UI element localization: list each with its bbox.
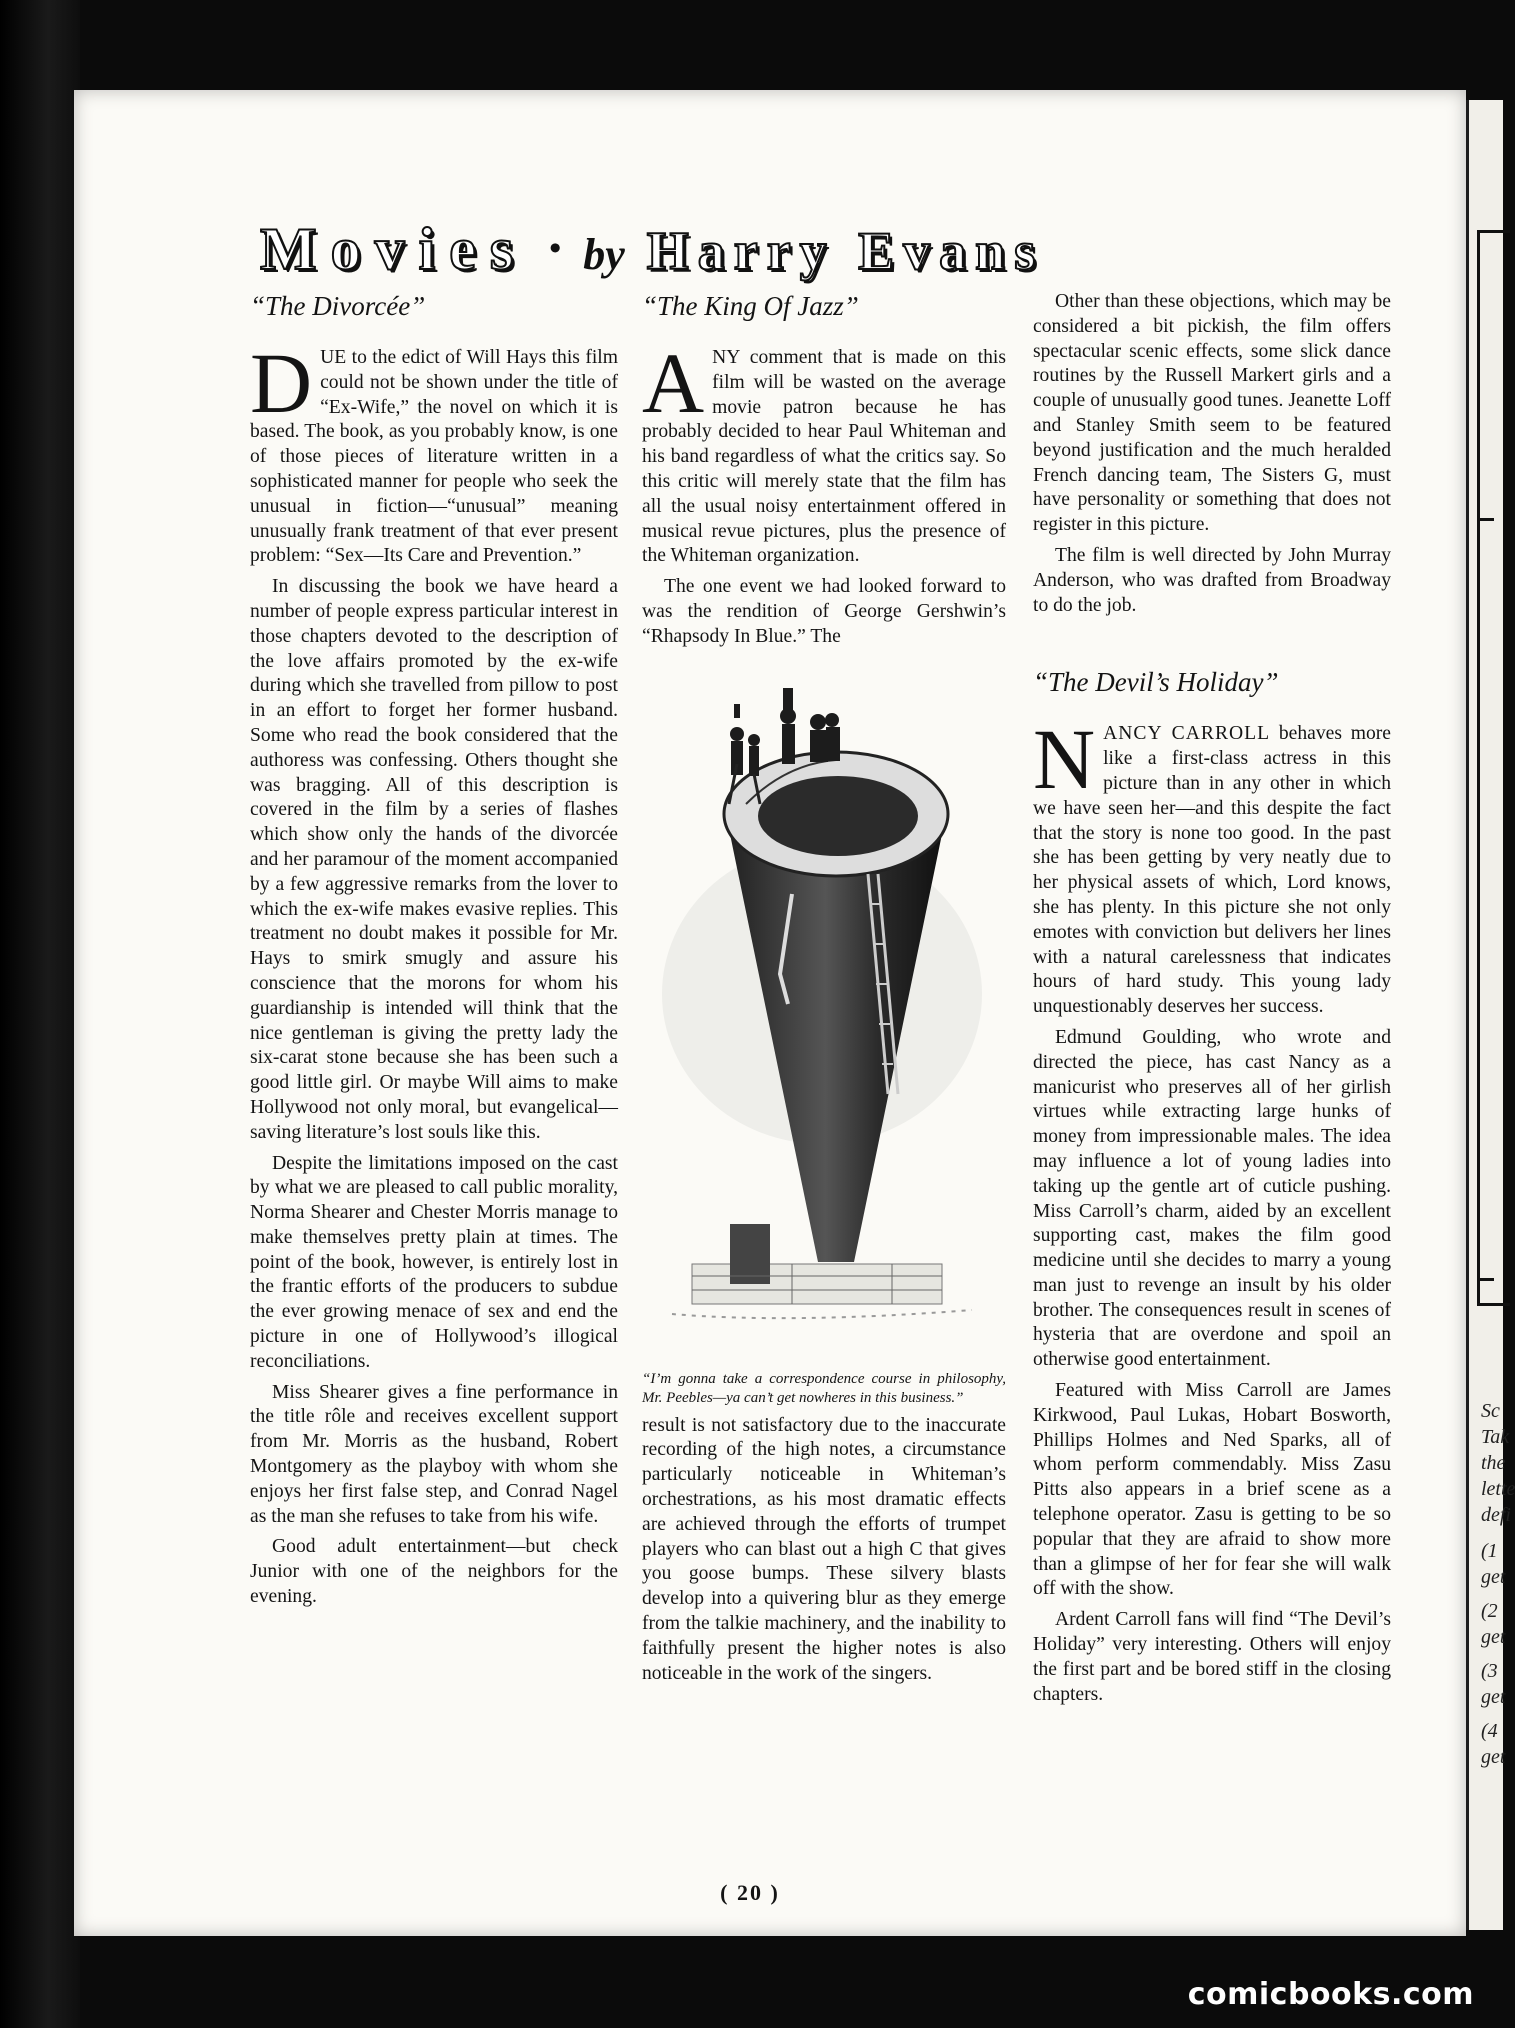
next-page-frame [1477, 230, 1510, 1306]
lead-small-caps: ANCY CARROLL [1103, 723, 1271, 745]
paragraph [642, 335, 1006, 569]
next-page-fragment: Tak [1481, 1426, 1510, 1448]
page-number: ( 20 ) [720, 1880, 780, 1905]
drop-cap: D [250, 335, 313, 431]
paragraph: The one event we had looked forward to was the rendition of George Gershwin’s “Rhapsody In Blue.” The [642, 576, 1006, 647]
drop-cap: N [1033, 711, 1096, 808]
drop-cap: A [642, 335, 705, 431]
next-page-fragment: get [1481, 1746, 1506, 1768]
review-title-devils-holiday: “The Devil’s Holiday” [1033, 667, 1279, 698]
paragraph: Good adult entertainment—but check Junior with one of the neighbors for the evening. [250, 1536, 618, 1608]
illustration-caption: “I’m gonna take a correspondence course in philosophy, Mr. Peebles—ya can’t get nowheres in this business.” [642, 1370, 1006, 1406]
column-2 [642, 290, 1006, 1918]
paragraph: Ardent Carroll fans will find “The Devil’s Holiday” very interesting. Others will enjoy the first part and be bored stiff in the closing chapters. [1033, 1609, 1391, 1705]
cartoon-illustration [642, 664, 1006, 1364]
review-title-divorcee: “The Divorcée” [250, 291, 426, 321]
section-title: Movies [260, 216, 528, 282]
next-page-fragment: lette [1481, 1478, 1515, 1500]
paragraph: Edmund Goulding, who wrote and directed the piece, has cast Nancy as a manicurist who preserves all of her girlish virtues while extracting large hunks of money from impressionable males. The idea may influence a lot of young ladies into taking up the gentle art of cuticle pushing. Miss Carroll’s charm, aided by an excellent supporting cast, makes the film good medicine until she decides to marry a young man just to revenge an insult by his older brother. The consequences result in scenes of hysteria that are overdone and spoil an otherwise good entertainment. [1033, 1026, 1391, 1371]
next-page-fragment: get [1481, 1566, 1506, 1588]
paragraph: Other than these objections, which may be considered a bit pickish, the film offers spectacular scenic effects, some slick dance routines by the Russell Markert girls and a couple of unusually good tunes. Jeanette Loff and Stanley Smith seem to be featured beyond justification and the much heralded French dancing team, The Sisters G, must have personality or something that does not register in this picture. [1033, 291, 1391, 536]
next-page-fragment: (1 [1481, 1540, 1498, 1562]
byline-by: by [583, 230, 625, 279]
paragraph [250, 335, 618, 569]
paragraph-text: UE to the edict of Will Hays this film could not be shown under the title of “Ex-Wife,” the novel on which it is based. The book, as you probably know, is one of those pieces of literature written in a sophisticated manner for people who seek the unusual in fiction—“unusual” meaning unusually frank treatment of that ever present problem: “Sex—Its Care and Prevention.” [250, 347, 618, 567]
illustration-svg [642, 664, 1006, 1364]
paragraph-text: NY comment that is made on this film will be wasted on the average movie patron because he has probably decided to hear Paul Whiteman and his band regardless of what the critics say. So this critic will merely state that the film has all the usual noisy entertainment offered in musical revue pictures, plus the presence of the Whiteman organization. [642, 347, 1006, 567]
header-bullet: • [549, 230, 562, 267]
scan-edge-left [0, 0, 80, 2028]
next-page-fragment: (2 [1481, 1600, 1498, 1622]
next-page-fragment: get [1481, 1626, 1506, 1648]
next-page-fragment: Sc [1481, 1400, 1500, 1422]
paragraph: Despite the limitations imposed on the cast by what we are pleased to call public morality, Norma Shearer and Chester Morris manage to make themselves pretty plain at times. The point of the book, however, is entirely lost in the frantic efforts of the producers to subdue the ever growing menace of sex and end the picture in one of Hollywood’s illogical reconciliations. [250, 1152, 618, 1372]
paragraph: Miss Shearer gives a fine performance in the title rôle and receives excellent support from Mr. Morris as the husband, Robert Montgomery as the playboy with whom she enjoys her first false step, and Conrad Nagel as the man she refuses to take from his wife. [250, 1381, 618, 1527]
next-page-fragment: (3 [1481, 1660, 1498, 1682]
next-page-fragment: (4 [1481, 1720, 1498, 1742]
paragraph: Featured with Miss Carroll are James Kirkwood, Paul Lukas, Hobart Bosworth, Phillips Holmes and Ned Sparks, all of whom perform commendably. Miss Zasu Pitts also appears in a brief scene as a telephone operator. Zasu is getting to be so popular that they are afraid to show more than a glimpse of her for fear she will walk off with the show. [1033, 1380, 1391, 1600]
review-title-king-of-jazz: “The King Of Jazz” [642, 291, 859, 321]
article-header [260, 215, 1380, 282]
paragraph: In discussing the book we have heard a number of people express particular interest in those chapters devoted to the description of the love affairs promoted by the ex-wife during which she travelled from pillow to post in an effort to forget her former husband. Some who read the book considered that the authoress was confessing. Others thought she was bragging. All of this description is covered in the film by a series of flashes which show only the hands of the divorcée and her paramour of the moment accompanied by a few aggressive remarks from the lover to which the ex-wife makes evasive replies. This treatment no doubt makes it possible for Mr. Hays to smirk smugly and assure his conscience that the morons for whom his guardianship is intended will think that the nice gentleman is giving the pretty lady the six-carat stone because she has been such a good little girl. Or maybe Will aims to make Hollywood not only moral, but evangelical—saving literature’s lost souls like this. [250, 576, 618, 1143]
column-3 [1033, 290, 1391, 1918]
next-page-edge [1466, 100, 1515, 1930]
paragraph: result is not satisfactory due to the inaccurate recording of the high notes, a circumstance particularly noticeable in Whiteman’s orchestrations, as his most dramatic effects are achieved through the efforts of trumpet players who can blast out a high C that gives you goose bumps. These silvery blasts develop into a quivering blur as they emerge from the talkie machinery, and the inability to faithfully present the higher notes is also noticeable in the work of the singers. [642, 1414, 1006, 1684]
next-page-fragment: the [1481, 1452, 1506, 1474]
paragraph [1033, 711, 1391, 1020]
site-watermark: comicbooks.com [1187, 1977, 1474, 2012]
author-name: Harry Evans [646, 221, 1045, 281]
next-page-fragment: get [1481, 1686, 1506, 1708]
paragraph-text: behaves more like a first-class actress in this picture than in any other in which we have seen her—and this despite the fact that the story is none too good. In the past she has been getting by very neatly due to her physical assets of which, Lord knows, she has plenty. In this picture she not only emotes with conviction but delivers her lines with a natural carelessness that indicates hours of hard study. This young lady unquestionably deserves her success. [1033, 723, 1391, 1018]
paragraph: The film is well directed by John Murray Anderson, who was drafted from Broadway to do the job. [1033, 544, 1391, 616]
column-1 [250, 290, 618, 1918]
next-page-fragment: defi [1481, 1504, 1511, 1526]
